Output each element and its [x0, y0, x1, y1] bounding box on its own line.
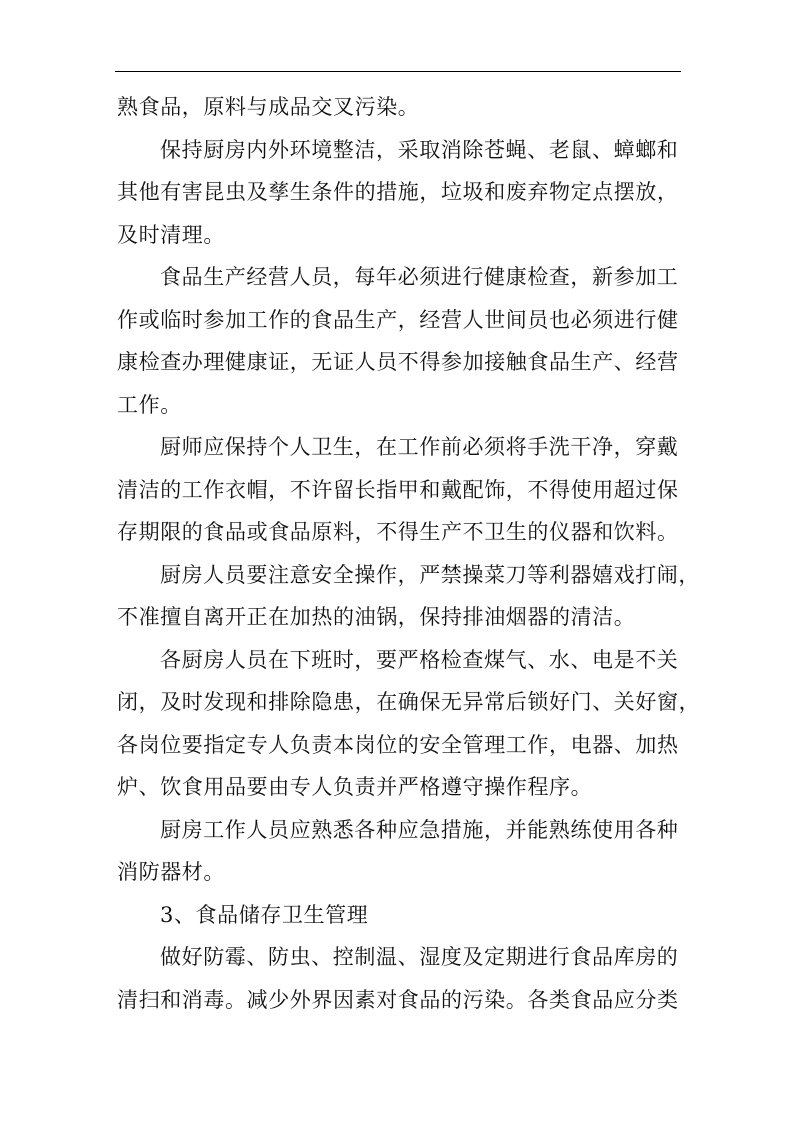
text-line: 熟食品，原料与成品交叉污染。 [117, 95, 420, 119]
text-line: 食品生产经营人员，每年必须进行健康检查，新参加工 [160, 265, 679, 289]
text-line: 做好防霉、防虫、控制温、湿度及定期进行食品库房的 [160, 945, 679, 969]
text-line: 工作。 [117, 392, 182, 417]
text-line: 各岗位要指定专人负责本岗位的安全管理工作，电器、加热 [117, 732, 679, 757]
text-line: 康检查办理健康证，无证人员不得参加接触食品生产、经营 [117, 350, 679, 374]
text-line: 清扫和消毒。减少外界因素对食品的污染。各类食品应分类 [117, 987, 679, 1012]
text-line: 其他有害昆虫及孳生条件的措施，垃圾和废弃物定点摆放， [117, 180, 679, 204]
text-line: 及时清理。 [117, 222, 225, 247]
header-rule [115, 71, 681, 72]
text-line: 清洁的工作衣帽，不许留长指甲和戴配饰，不得使用超过保 [117, 477, 679, 502]
text-line: 消防器材。 [117, 860, 225, 884]
text-line: 作或临时参加工作的食品生产，经营人世间员也必须进行健 [117, 307, 679, 332]
text-line: 不准擅自离开正在加热的油锅，保持排油烟器的清洁。 [117, 605, 636, 629]
text-line: 闭，及时发现和排除隐患，在确保无异常后锁好门、关好窗， [117, 690, 701, 714]
text-line: 各厨房人员在下班时，要严格检查煤气、水、电是不关 [160, 647, 679, 672]
text-line: 炉、饮食用品要由专人负责并严格遵守操作程序。 [117, 775, 593, 799]
text-line: 厨师应保持个人卫生，在工作前必须将手洗干净，穿戴 [160, 435, 679, 459]
text-line: 厨房工作人员应熟悉各种应急措施，并能熟练使用各种 [160, 817, 679, 842]
section-heading: 3、食品储存卫生管理 [160, 902, 369, 927]
document-body [117, 86, 701, 1021]
text-line: 保持厨房内外环境整洁，采取消除苍蝇、老鼠、蟑螂和 [160, 137, 679, 162]
text-line: 厨房人员要注意安全操作，严禁操菜刀等利器嬉戏打闹， [160, 562, 700, 587]
text-line: 存期限的食品或食品原料，不得生产不卫生的仪器和饮料。 [117, 520, 679, 544]
